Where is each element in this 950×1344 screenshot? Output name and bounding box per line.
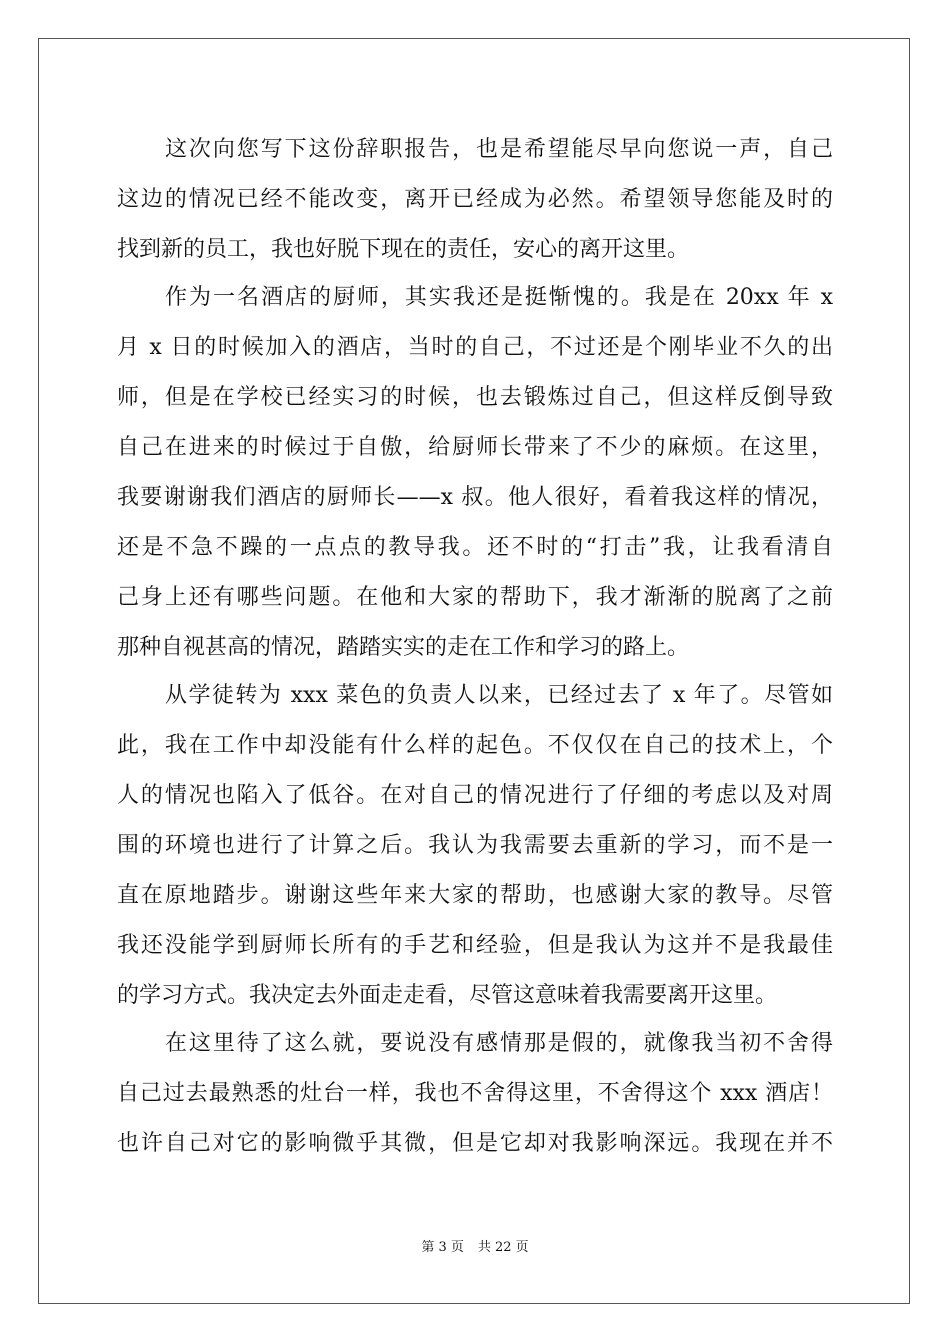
paragraph-4-line-1: 在这里待了这么就，要说没有感情那是假的，就像我当初不舍得 xyxy=(165,1031,833,1056)
paragraph-2-line-1: 作为一名酒店的厨师，其实我还是挺惭愧的。我是在 20xx 年 x xyxy=(165,285,833,310)
paragraph-3-line-4: 围的环境也进行了计算之后。我认为我需要去重新的学习，而不是一 xyxy=(117,833,833,858)
paragraph-2-line-5: 我要谢谢我们酒店的厨师长——x 叔。他人很好，看着我这样的情况， xyxy=(117,485,833,510)
paragraph-3-line-1: 从学徒转为 xxx 菜色的负责人以来，已经过去了 x 年了。尽管如 xyxy=(165,683,833,708)
paragraph-2-line-6: 还是不急不躁的一点点的教导我。还不时的“打击”我，让我看清自 xyxy=(117,535,833,560)
paragraph-3-line-2: 此，我在工作中却没能有什么样的起色。不仅仅在自己的技术上，个 xyxy=(117,733,833,758)
paragraph-1-line-1: 这次向您写下这份辞职报告，也是希望能尽早向您说一声，自己 xyxy=(165,137,833,162)
paragraph-3-line-6: 我还没能学到厨师长所有的手艺和经验，但是我认为这并不是我最佳 xyxy=(117,933,833,958)
total-pages: 共 22 页 xyxy=(477,1240,529,1255)
paragraph-1-line-2: 这边的情况已经不能改变，离开已经成为必然。希望领导您能及时的 xyxy=(117,187,833,212)
paragraph-2-line-2: 月 x 日的时候加入的酒店，当时的自己，不过还是个刚毕业不久的出 xyxy=(117,335,833,360)
page-number: 第 3 页 xyxy=(421,1240,464,1255)
paragraph-2-line-8: 那种自视甚高的情况，踏踏实实的走在工作和学习的路上。 xyxy=(117,635,690,660)
paragraph-2-line-7: 己身上还有哪些问题。在他和大家的帮助下，我才渐渐的脱离了之前 xyxy=(117,585,833,610)
paragraph-2-line-4: 自己在进来的时候过于自傲，给厨师长带来了不少的麻烦。在这里， xyxy=(117,435,833,460)
paragraph-1-line-3: 找到新的员工，我也好脱下现在的责任，安心的离开这里。 xyxy=(117,237,690,262)
page-footer xyxy=(0,1236,950,1255)
paragraph-3-line-5: 直在原地踏步。谢谢这些年来大家的帮助，也感谢大家的教导。尽管 xyxy=(117,883,833,908)
paragraph-3-line-3: 人的情况也陷入了低谷。在对自己的情况进行了仔细的考虑以及对周 xyxy=(117,783,833,808)
page-border xyxy=(38,38,910,1304)
paragraph-4-line-2: 自己过去最熟悉的灶台一样，我也不舍得这里，不舍得这个 xxx 酒店！ xyxy=(117,1081,833,1106)
paragraph-4-line-3: 也许自己对它的影响微乎其微，但是它却对我影响深远。我现在并不 xyxy=(117,1131,833,1156)
paragraph-3-line-7: 的学习方式。我决定去外面走走看，尽管这意味着我需要离开这里。 xyxy=(117,983,778,1008)
paragraph-2-line-3: 师，但是在学校已经实习的时候，也去锻炼过自己，但这样反倒导致 xyxy=(117,385,833,410)
